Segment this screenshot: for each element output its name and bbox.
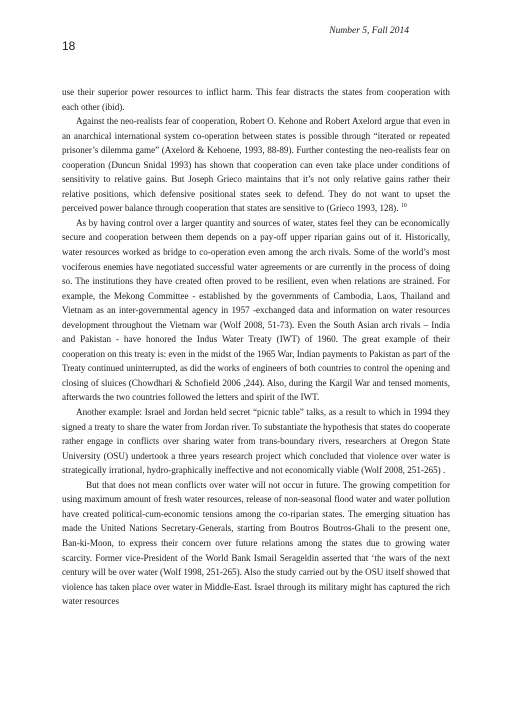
running-head-title: Number 5, Fall 2014 (329, 26, 409, 36)
paragraph-text: But that does not mean conflicts over water will not occur in future. The growing competition for using maximum amount of fresh water resources, release of non-seasonal flood water and water pollution have created political-cum-economic tensions among the co-riparian states. The emerging situation has made the United Nations Secretary-Generals, starting from Boutros Boutros-Ghali to the present one, Ban-ki-Moon, to express their concern over future relations among the states due to growing water scarcity. Former vice-President of the World Bank Ismail Serageldin asserted that ‘the wars of the next century will be over water (Wolf 1998, 251-265). Also the study carried out by the OSU itself showed that violence has taken place over water in Middle-East. Israel through its military might has captured the rich water resources (62, 479, 451, 607)
paragraph-continuation (62, 85, 450, 114)
paragraph-text: As by having control over a larger quantity and sources of water, states feel they can be economically secure and cooperation between them depends on a pay-off upper riparian gains out of it. Historically, water resources worked as bridge to co-operation even among the arch rivals. Some of the world’s most vociferous enemies have negotiated successful water agreements or are currently in the process of doing so. The institutions they have created often proved to be resilient, even when relations are strained. For example, the Mekong Committee - established by the governments of Cambodia, Laos, Thailand and Vietnam as an inter-governmental agency in 1957 -exchanged data and information on water resources development throughout the Vietnam war (Wolf 2008, 51-73). Even the South Asian arch rivals – India and Pakistan - have honored the Indus Water Treaty (IWT) of 1960. The great example of their cooperation on this treaty is: even in the midst of the 1965 War, Indian payments to Pakistan as part of the Treaty continued uninterrupted, as did the works of engineers of both countries to control the opening and closing of sluices (Chowdhari & Schofield 2006 ,244). Also, during the Kargil War and tensed moments, afterwards the two countries followed the letters and spirit of the IWT. (62, 217, 450, 403)
paragraph-text: Against the neo-realists fear of cooperation, Robert O. Kehone and Robert Axelord argue that even in an anarchical international system co-operation between states is possible through “iterated or repeated prisoner’s dilemma game” (Axelord & Kehoene, 1993, 88-89). Further contesting the neo-realists fear on cooperation (Duncun Snidal 1993) has shown that cooperation can even take place under conditions of sensitivity to relative gains. But Joseph Grieco maintains that it’s not only relative gains rather their relative positions, which defensive positional states seek to defend. They do not want to upset the perceived power balance through cooperation that states are sensitive to (Grieco 1993, 128). (62, 116, 450, 214)
paragraph-israel-jordan (62, 405, 450, 478)
paragraph-keohane-axelrod (62, 114, 450, 216)
footnote-marker[interactable]: 10 (400, 203, 407, 210)
paragraph-text: Another example: Israel and Jordan held secret “picnic table” talks, as a result to which in 1994 they signed a treaty to share the water from Jordan river. To substantiate the hypothesis that states do cooperate rather engage in conflicts over sharing water from trans-boundary rivers, researchers at Oregon State University (OSU) undertook a three years research project which concluded that violence over water is strategically irrational, hydro-graphically ineffective and not economically viable (Wolf 2008, 251-265) . (62, 407, 450, 476)
page-number: 18 (62, 39, 76, 53)
paragraph-water-cooperation (62, 216, 450, 405)
article-body (62, 85, 450, 609)
paragraph-text: use their superior power resources to inflict harm. This fear distracts the states from cooperation with each other (ibid). (62, 87, 450, 112)
paragraph-future-conflicts (62, 478, 450, 609)
